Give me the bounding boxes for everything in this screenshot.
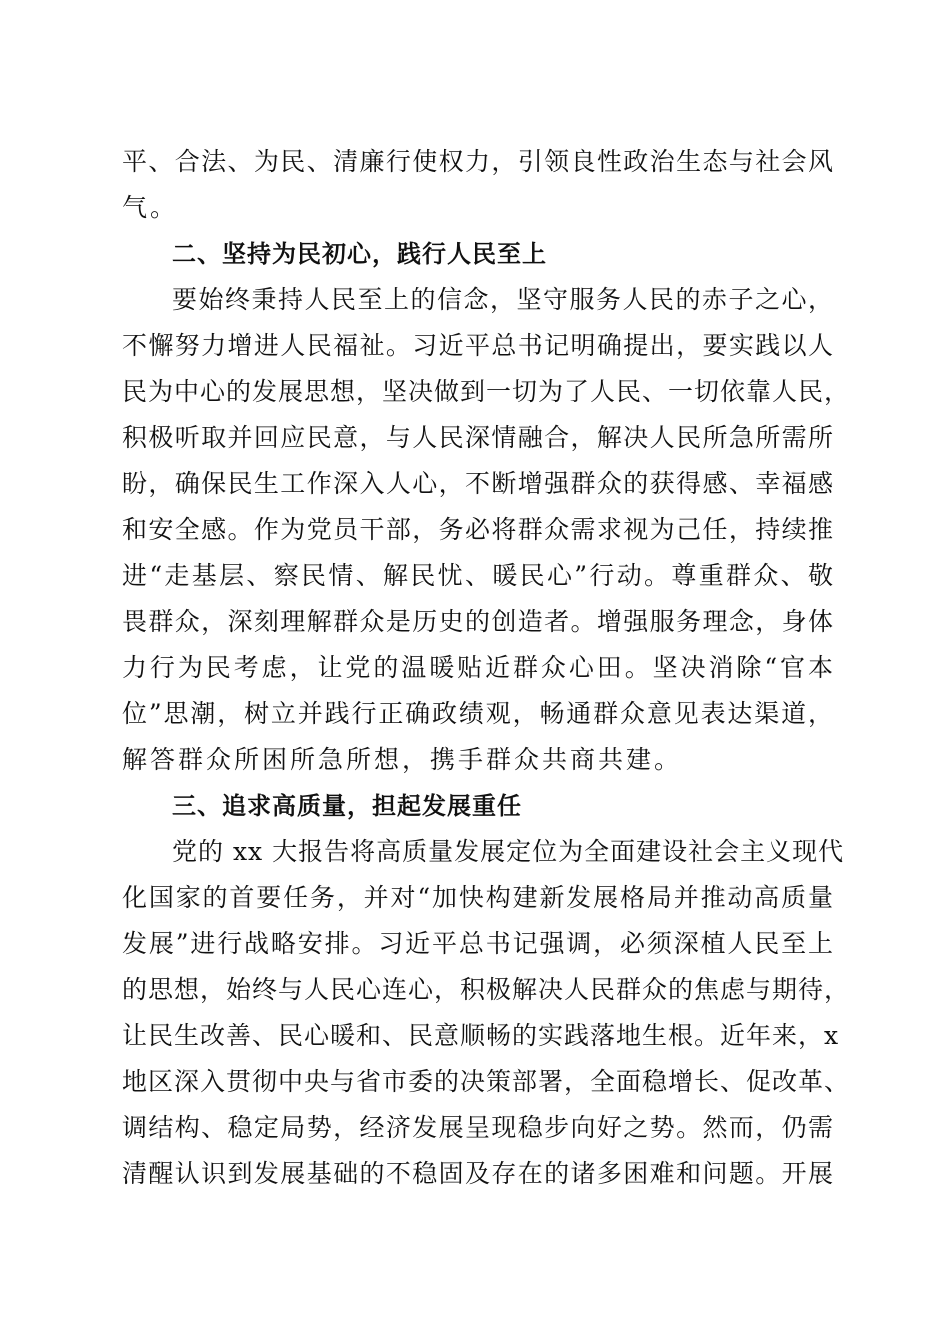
paragraph-line: 进“走基层、察民情、解民忧、暖民心”行动。尊重群众、敬	[122, 561, 834, 590]
paragraph-line: 解答群众所困所急所想，携手群众共商共建。	[122, 745, 683, 774]
paragraph-line: 民为中心的发展思想，坚决做到一切为了人民、一切依靠人民，	[122, 377, 851, 406]
section-heading-2: 二、坚持为民初心，践行人民至上	[172, 240, 547, 268]
paragraph-line: 不懈努力增进人民福祉。习近平总书记明确提出，要实践以人	[122, 331, 834, 360]
paragraph-line: 位”思潮，树立并践行正确政绩观，畅通群众意见表达渠道，	[122, 699, 834, 728]
paragraph-line: 党的 xx 大报告将高质量发展定位为全面建设社会主义现代	[172, 837, 845, 866]
paragraph-line: 的思想，始终与人民心连心，积极解决人民群众的焦虑与期待，	[122, 975, 851, 1004]
paragraph-line: 地区深入贯彻中央与省市委的决策部署，全面稳增长、促改革、	[122, 1067, 851, 1096]
paragraph-line: 和安全感。作为党员干部，务必将群众需求视为己任，持续推	[122, 515, 834, 544]
paragraph-line: 调结构、稳定局势，经济发展呈现稳步向好之势。然而，仍需	[122, 1113, 834, 1142]
paragraph-line: 要始终秉持人民至上的信念，坚守服务人民的赤子之心，	[172, 285, 834, 314]
paragraph-line: 气。	[122, 193, 179, 222]
paragraph-line: 发展”进行战略安排。习近平总书记强调，必须深植人民至上	[122, 929, 834, 958]
section-heading-3: 三、追求高质量，担起发展重任	[172, 792, 522, 820]
paragraph-line: 让民生改善、民心暖和、民意顺畅的实践落地生根。近年来，x	[122, 1021, 840, 1050]
paragraph-line: 畏群众，深刻理解群众是历史的创造者。增强服务理念，身体	[122, 607, 834, 636]
paragraph-line: 平、合法、为民、清廉行使权力，引领良性政治生态与社会风	[122, 147, 834, 176]
paragraph-line: 化国家的首要任务，并对“加快构建新发展格局并推动高质量	[122, 883, 834, 912]
paragraph-line: 盼，确保民生工作深入人心，不断增强群众的获得感、幸福感	[122, 469, 834, 498]
paragraph-line: 积极听取并回应民意，与人民深情融合，解决人民所急所需所	[122, 423, 834, 452]
paragraph-line: 力行为民考虑，让党的温暖贴近群众心田。坚决消除“官本	[122, 653, 834, 682]
paragraph-line: 清醒认识到发展基础的不稳固及存在的诸多困难和问题。开展	[122, 1159, 834, 1188]
